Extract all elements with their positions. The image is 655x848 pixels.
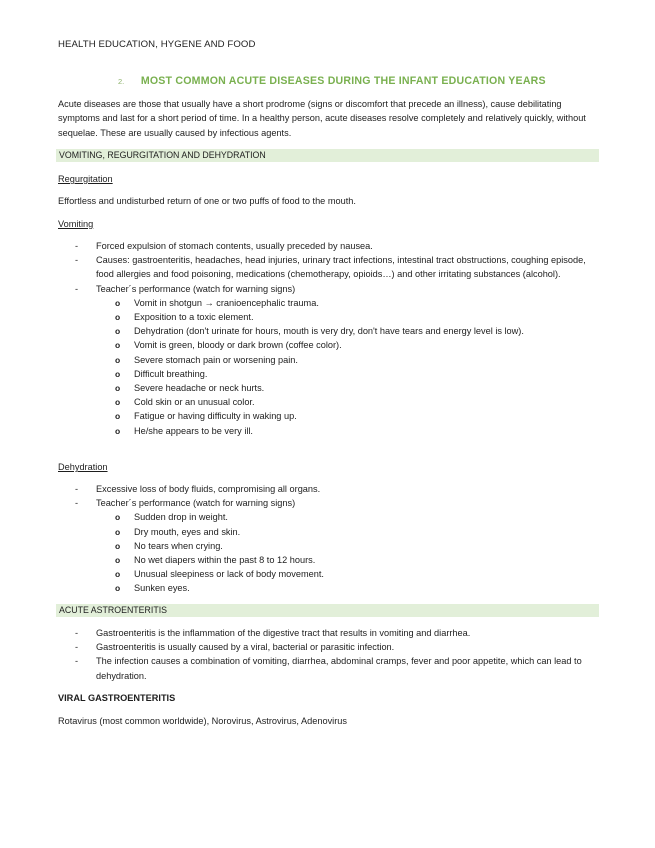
list-item-text: Forced expulsion of stomach contents, usually preceded by nausea.	[96, 241, 373, 251]
list-item-text: Teacher´s performance (watch for warning signs)	[96, 283, 296, 294]
dash-bullet: -	[75, 484, 79, 494]
circle-bullet: o	[115, 397, 121, 408]
sub-list-item-text: Severe headache or neck hurts.	[134, 383, 265, 394]
dash-bullet: -	[75, 241, 79, 251]
sub-list-item	[96, 539, 598, 553]
list-item	[58, 482, 598, 496]
sub-list-item-text: Sunken eyes.	[134, 583, 190, 594]
dash-bullet: -	[75, 255, 79, 266]
circle-bullet: o	[115, 512, 121, 523]
list-item	[58, 654, 598, 682]
section-band-vomiting: VOMITING, REGURGITATION AND DEHYDRATION	[56, 149, 599, 162]
circle-bullet: o	[115, 411, 121, 422]
dehydration-warning-list	[96, 510, 598, 595]
circle-bullet: o	[115, 555, 121, 566]
circle-bullet: o	[115, 526, 121, 537]
list-item-text: Excessive loss of body fluids, compromising all organs.	[96, 484, 321, 494]
sub-list-item-text: Dry mouth, eyes and skin.	[134, 526, 241, 537]
viral-gastroenteritis-heading: VIRAL GASTROENTERITIS	[58, 693, 176, 703]
circle-bullet: o	[115, 326, 121, 337]
list-item	[58, 626, 598, 640]
sub-list-item	[96, 424, 598, 438]
circle-bullet: o	[115, 425, 121, 436]
circle-bullet: o	[115, 540, 121, 551]
vomiting-list	[58, 239, 598, 438]
circle-bullet: o	[115, 368, 121, 379]
list-item-text: Causes: gastroenteritis, headaches, head injuries, urinary tract infections, intestinal tract obstructions, coughing episode, food allergies and food poisoning, medications (chemotherapy, opioids…) and other irritating substances (alcohol).	[96, 255, 586, 280]
regurgitation-text: Effortless and undisturbed return of one or two puffs of food to the mouth.	[58, 196, 356, 206]
section-title-text: MOST COMMON ACUTE DISEASES DURING THE INFANT EDUCATION YEARS	[140, 75, 546, 87]
section-number: 2.	[118, 77, 125, 86]
list-item	[58, 496, 598, 595]
list-item-text: The infection causes a combination of vomiting, diarrhea, abdominal cramps, fever and poor appetite, which can lead to dehydration.	[96, 656, 582, 681]
circle-bullet: o	[115, 354, 121, 365]
sub-list-item-text: Dehydration (don't urinate for hours, mouth is very dry, don't have tears and energy level is low).	[134, 326, 524, 337]
list-item-text: Teacher´s performance (watch for warning signs)	[96, 498, 296, 509]
dash-bullet: -	[75, 498, 79, 509]
sub-list-item	[96, 409, 598, 423]
sub-list-item	[96, 510, 598, 524]
circle-bullet: o	[115, 297, 121, 308]
sub-list-item	[96, 310, 598, 324]
circle-bullet: o	[115, 383, 121, 394]
circle-bullet: o	[115, 569, 121, 580]
sub-list-item	[96, 381, 598, 395]
dash-bullet: -	[75, 642, 79, 653]
sub-list-item	[96, 395, 598, 409]
circle-bullet: o	[115, 312, 121, 323]
dash-bullet: -	[75, 628, 79, 638]
page-header: HEALTH EDUCATION, HYGENE AND FOOD	[58, 39, 256, 50]
sub-list-item-text: Vomit in shotgun → cranioencephalic trauma.	[134, 297, 319, 308]
viral-gastroenteritis-text: Rotavirus (most common worldwide), Norovirus, Astrovirus, Adenovirus	[58, 716, 347, 726]
circle-bullet: o	[115, 340, 121, 351]
sub-list-item	[96, 367, 598, 381]
sub-list-item-text: Sudden drop in weight.	[134, 512, 228, 523]
dehydration-heading: Dehydration	[58, 462, 108, 472]
sub-list-item-text: Vomit is green, bloody or dark brown (coffee color).	[134, 340, 342, 351]
list-item-text: Gastroenteritis is usually caused by a viral, bacterial or parasitic infection.	[96, 642, 395, 653]
gastroenteritis-list	[58, 626, 598, 683]
sub-list-item-text: Unusual sleepiness or lack of body movement.	[134, 569, 324, 580]
dehydration-list	[58, 482, 598, 596]
sub-list-item	[96, 296, 598, 310]
list-item	[58, 282, 598, 438]
section-title	[118, 74, 598, 89]
sub-list-item-text: No tears when crying.	[134, 540, 223, 551]
sub-list-item	[96, 525, 598, 539]
sub-list-item-text: Difficult breathing.	[134, 368, 208, 379]
circle-bullet: o	[115, 583, 121, 594]
sub-list-item	[96, 338, 598, 352]
dash-bullet: -	[75, 656, 79, 667]
regurgitation-heading: Regurgitation	[58, 174, 113, 184]
section-band-gastroenteritis: ACUTE ASTROENTERITIS	[56, 604, 599, 617]
vomiting-heading: Vomiting	[58, 219, 94, 229]
sub-list-item	[96, 353, 598, 367]
sub-list-item-text: He/she appears to be very ill.	[134, 425, 253, 436]
sub-list-item	[96, 553, 598, 567]
list-item	[58, 253, 598, 281]
list-item	[58, 640, 598, 654]
list-item	[58, 239, 598, 253]
sub-list-item-text: Fatigue or having difficulty in waking up.	[134, 411, 297, 422]
sub-list-item	[96, 324, 598, 338]
list-item-text: Gastroenteritis is the inflammation of the digestive tract that results in vomiting and diarrhea.	[96, 628, 471, 638]
intro-paragraph: Acute diseases are those that usually have a short prodrome (signs or discomfort that precede an illness), cause debilitating symptoms and last for a short period of time. In a healthy person, acute diseases resolve completely and relatively quickly, without sequelae. These are usually caused by infectious agents.	[58, 99, 586, 138]
sub-list-item-text: Severe stomach pain or worsening pain.	[134, 354, 298, 365]
sub-list-item	[96, 581, 598, 595]
sub-list-item-text: No wet diapers within the past 8 to 12 hours.	[134, 555, 316, 566]
sub-list-item-text: Cold skin or an unusual color.	[134, 397, 255, 408]
vomiting-warning-list	[96, 296, 598, 438]
dash-bullet: -	[75, 283, 79, 294]
sub-list-item-text: Exposition to a toxic element.	[134, 312, 254, 323]
sub-list-item	[96, 567, 598, 581]
